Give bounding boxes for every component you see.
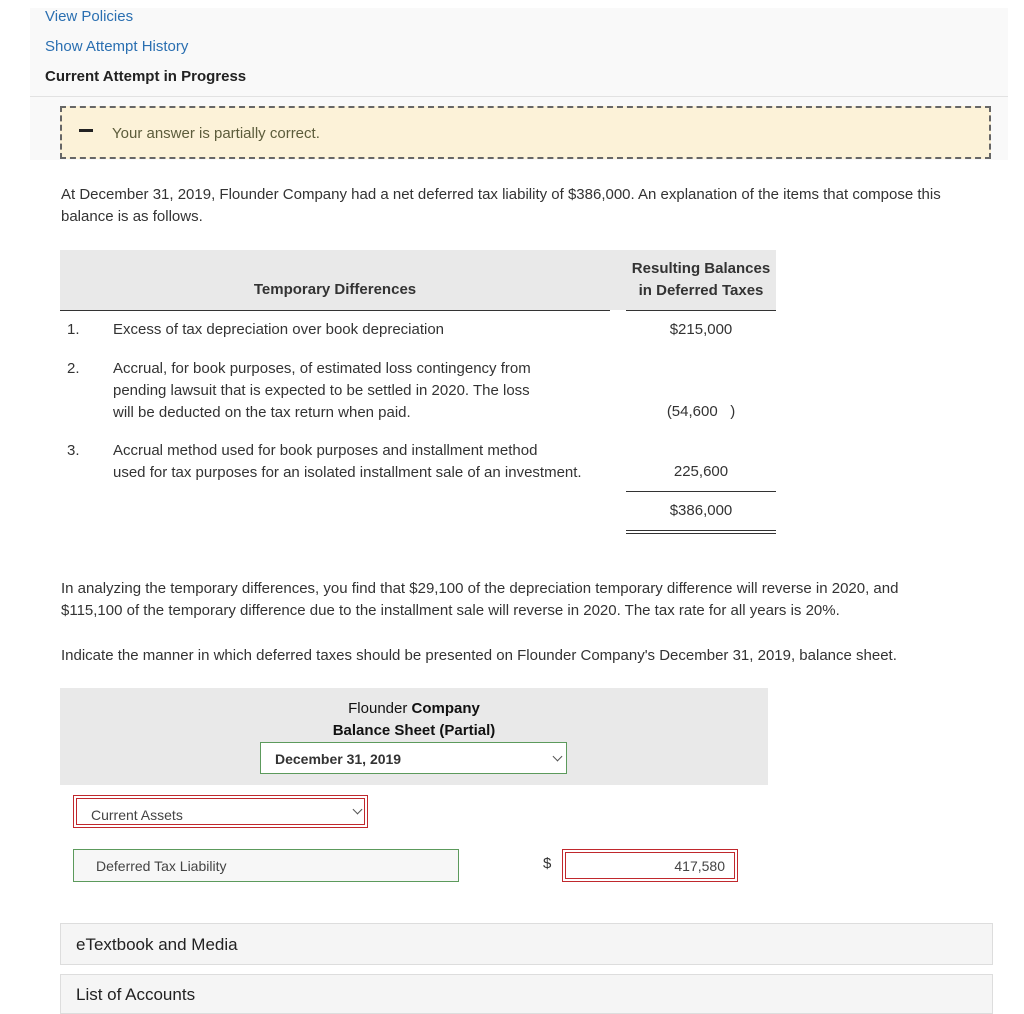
show-attempt-history-link[interactable]: Show Attempt History — [45, 38, 189, 55]
header-underline — [626, 310, 776, 311]
analysis-line-1: In analyzing the temporary differences, you find that $29,100 of the depreciation temporary difference will reverse in 2020, and — [61, 580, 899, 597]
double-underline — [626, 530, 776, 531]
header-underline — [60, 310, 610, 311]
account-input-value: Deferred Tax Liability — [96, 858, 227, 874]
list-of-accounts-section[interactable] — [60, 974, 993, 1014]
row-description-line: pending lawsuit that is expected to be settled in 2020. The loss — [113, 382, 530, 399]
balance-sheet-title — [60, 698, 768, 742]
chevron-down-icon — [553, 752, 563, 762]
row-description-line: Excess of tax depreciation over book depreciation — [113, 321, 445, 338]
total-amount: $386,000 — [669, 502, 733, 519]
current-attempt-heading: Current Attempt in Progress — [45, 68, 247, 85]
company-name — [60, 698, 768, 720]
row-description-line: Accrual, for book purposes, of estimated loss contingency from — [113, 360, 531, 377]
double-underline — [626, 533, 776, 534]
column-header-resulting-line-1: Resulting Balances — [631, 260, 771, 277]
amount-input-value: 417,580 — [674, 858, 725, 874]
divider — [30, 96, 1008, 97]
company-name-plain: Flounder — [348, 700, 412, 717]
row-description — [113, 440, 582, 484]
row-amount: $215,000 — [669, 321, 733, 338]
feedback-message: Your answer is partially correct. — [112, 125, 320, 142]
category-select[interactable] — [73, 795, 368, 828]
sum-underline — [626, 491, 776, 492]
row-description-line: used for tax purposes for an isolated installment sale of an investment. — [113, 464, 582, 481]
row-number: 2. — [67, 360, 80, 377]
row-description-line: Accrual method used for book purposes and installment method — [113, 442, 538, 459]
currency-symbol: $ — [543, 855, 552, 872]
row-description — [113, 319, 444, 341]
row-description-line: will be deducted on the tax return when paid. — [113, 404, 411, 421]
row-amount: (54,600 ) — [666, 403, 736, 420]
row-description — [113, 358, 531, 424]
amount-input[interactable] — [562, 849, 738, 882]
etextbook-section[interactable] — [60, 923, 993, 965]
problem-intro-line-2: balance is as follows. — [61, 208, 203, 225]
view-policies-link[interactable]: View Policies — [45, 8, 134, 25]
row-number: 3. — [67, 442, 80, 459]
analysis-line-2: $115,100 of the temporary difference due to the installment sale will reverse in 2020. The tax rate for all years is 20%. — [61, 602, 840, 619]
account-input[interactable] — [73, 849, 459, 882]
feedback-alert — [60, 106, 991, 159]
row-amount: 225,600 — [673, 463, 729, 480]
etextbook-label: eTextbook and Media — [76, 935, 238, 954]
instruction-text: Indicate the manner in which deferred taxes should be presented on Flounder Company's December 31, 2019, balance sheet. — [61, 647, 897, 664]
statement-title: Balance Sheet (Partial) — [332, 722, 496, 739]
company-name-bold: Company — [411, 700, 480, 717]
date-select[interactable] — [260, 742, 567, 774]
column-header-resulting-balances — [626, 258, 776, 302]
partial-correct-icon — [79, 129, 93, 132]
list-of-accounts-label: List of Accounts — [76, 985, 196, 1004]
column-header-temporary-differences: Temporary Differences — [253, 281, 417, 298]
row-number: 1. — [67, 321, 80, 338]
problem-intro-line-1: At December 31, 2019, Flounder Company had a net deferred tax liability of $386,000. An explanation of the items that compose this — [61, 186, 941, 203]
column-header-resulting-line-2: in Deferred Taxes — [638, 282, 764, 299]
category-select-value: Current Assets — [91, 807, 183, 823]
date-select-value: December 31, 2019 — [275, 751, 402, 767]
